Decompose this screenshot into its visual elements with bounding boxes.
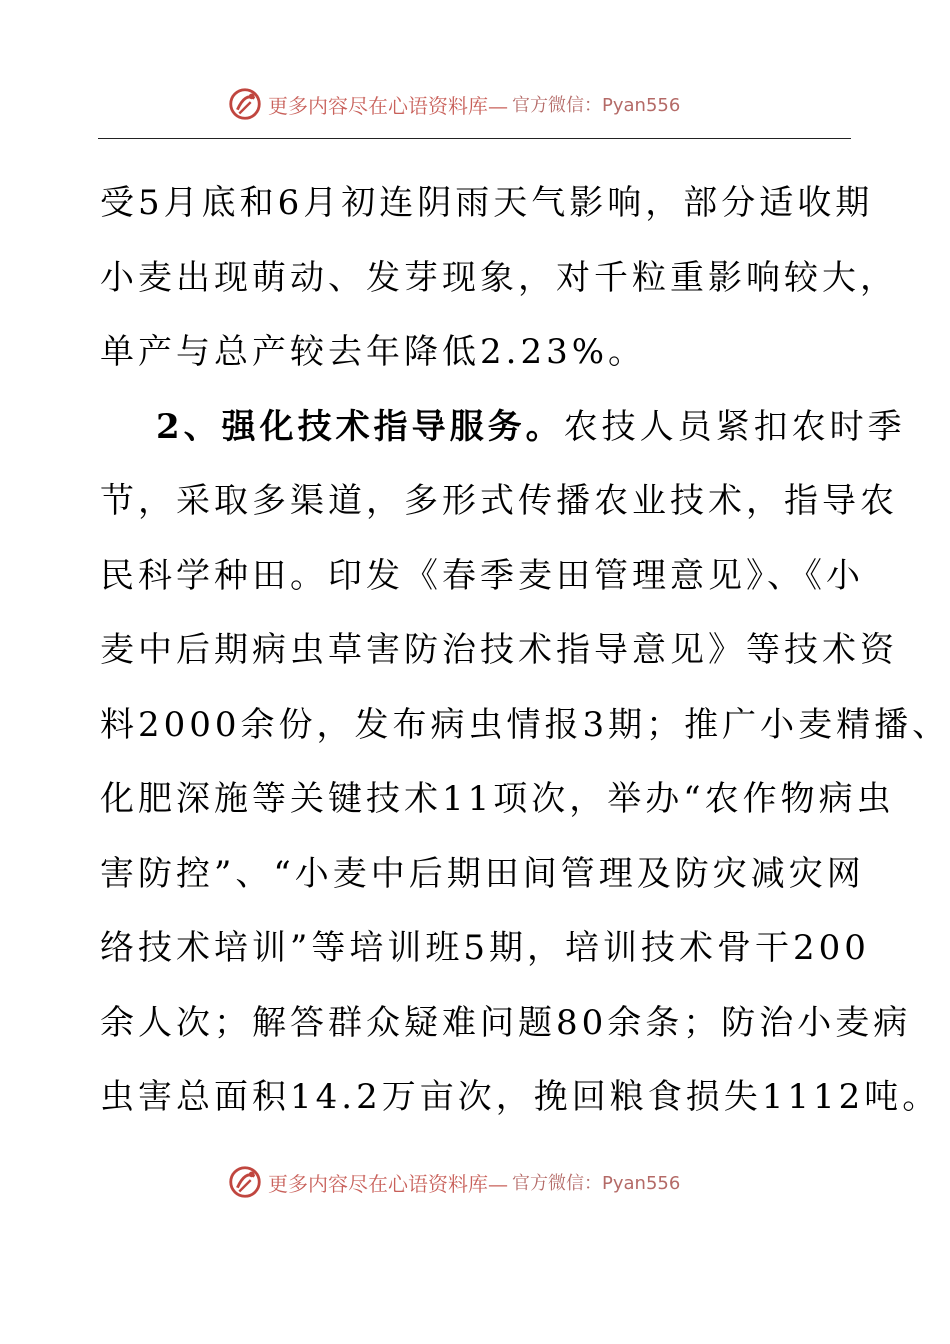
text-line: 农技人员紧扣农时季 [563,406,906,447]
banner-main-text: 更多内容尽在心语资料库— [268,1171,508,1196]
text-line: 料2000余份，发布病虫情报3期；推广小麦精播、 [100,704,950,745]
text-line: 民科学种田。印发《春季麦田管理意见》、《小 [100,555,864,596]
text-line: 络技术培训”等培训班5期，培训技术骨干200 [100,928,870,968]
text-line: 余人次；解答群众疑难问题80余条；防治小麦病 [100,1002,912,1043]
banner-wechat-text: 官方微信：Pyan556 [512,1173,681,1194]
text-line: 虫害总面积14.2万亩次，挽回粮食损失1112吨。 [100,1077,941,1117]
section-heading: 2、强化技术指导服务。 [156,406,564,447]
text-line: 单产与总产较去年降低2.23%。 [100,332,647,372]
text-line: 节，采取多渠道，多形式传播农业技术，指导农 [100,481,898,521]
text-line: 小麦出现萌动、发芽现象，对千粒重影响较大， [100,257,898,298]
brand-logo-icon [226,1163,264,1201]
text-line: 化肥深施等关键技术11项次，举办“农作物病虫 [100,779,895,819]
text-line: 害防控”、“小麦中后期田间管理及防灾减灾网 [100,853,865,894]
footer-banner [226,1162,680,1202]
text-line: 受5月底和6月初连阴雨天气影响，部分适收期 [100,183,874,223]
header-banner [226,84,680,124]
section-heading-line [100,390,906,465]
banner-main-text: 更多内容尽在心语资料库— [268,93,508,118]
brand-logo-icon [226,85,264,123]
banner-wechat-text: 官方微信：Pyan556 [512,95,681,116]
text-line: 麦中后期病虫草害防治技术指导意见》等技术资 [100,630,898,670]
document-body [100,166,950,1135]
header-divider [98,138,851,139]
